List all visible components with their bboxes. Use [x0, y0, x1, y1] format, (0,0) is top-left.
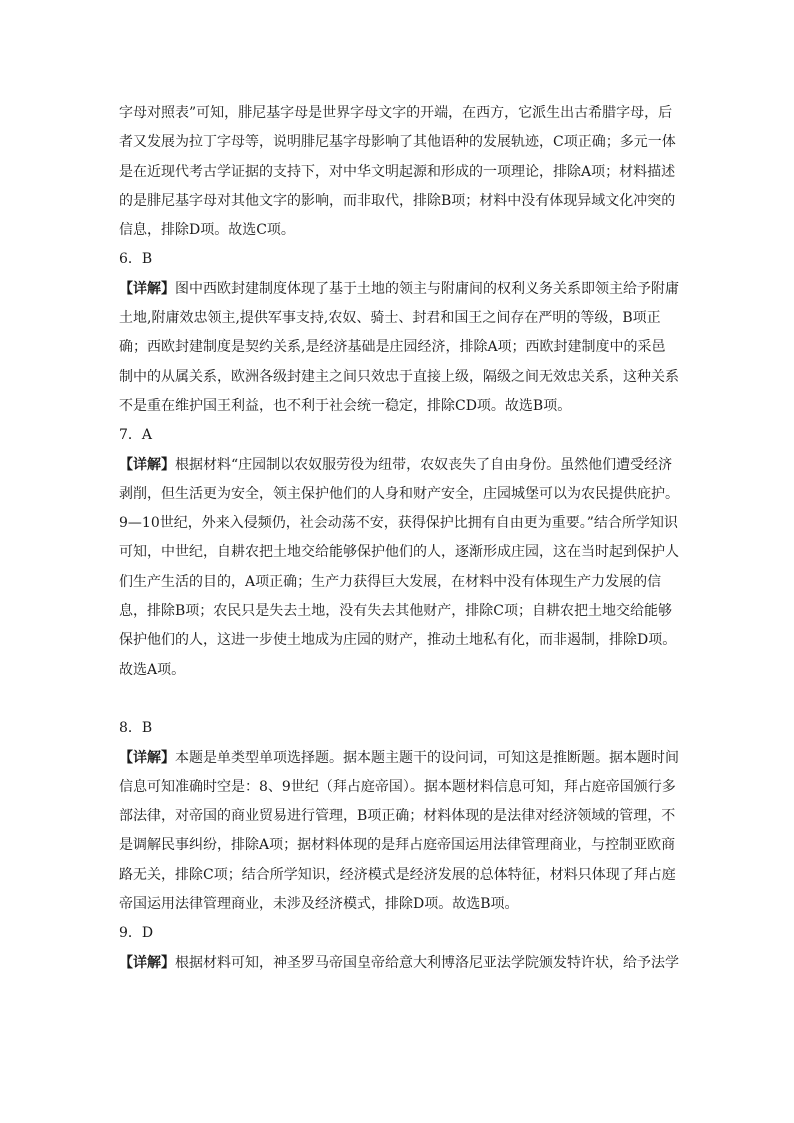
answer-8: 8．B [119, 720, 153, 737]
explanation-text: 图中西欧封建制度体现了基于土地的领主与附庸间的权利义务关系即领主给予附庸土地,附庸效忠领主,提供军事支持,农奴、骑士、封君和国王之间存在严明的等级，B项正确；西欧封建制度是契约关系,是经济基础是庄园经济，排除A项；西欧封建制度中的采邑制中的从属关系，欧洲各级封建主之间只效忠于直接上级，隔级之间无效忠关系，这种关系不是重在维护国王利益，也不利于社会统一稳定，排除CD项。故选B项。 [119, 280, 679, 414]
explanation-text: 根据材料可知，神圣罗马帝国皇帝给意大利博洛尼亚法学院颁发特许状，给予法学 [175, 954, 679, 971]
explanation-9 [119, 949, 679, 978]
explanation-7 [119, 451, 679, 685]
explanation-6 [119, 275, 679, 421]
detail-tag: 【详解】 [119, 456, 175, 473]
detail-tag: 【详解】 [119, 749, 175, 766]
paragraph-gap [119, 685, 679, 714]
answer-9: 9．D [119, 925, 154, 942]
explanation-text: 本题是单类型单项选择题。据本题主题干的设问词，可知这是推断题。据本题时间信息可知准确时空是：8、9世纪（拜占庭帝国）。据本题材料信息可知，拜占庭帝国颁行多部法律，对帝国的商业贸易进行管理，B项正确；材料体现的是法律对经济领域的管理，不是调解民事纠纷，排除A项；据材料体现的是拜占庭帝国运用法律管理商业，与控制亚欧商路无关，排除C项；结合所学知识，经济模式是经济发展的总体特征，材料只体现了拜占庭帝国运用法律管理商业，未涉及经济模式，排除D项。故选B项。 [119, 749, 679, 913]
answer-7: 7．A [119, 427, 153, 444]
explanation-8 [119, 744, 679, 920]
detail-tag: 【详解】 [119, 954, 175, 971]
document-content [119, 99, 679, 978]
answer-6: 6．B [119, 251, 153, 268]
explanation-text: 根据材料“庄园制以农奴服劳役为纽带，农奴丧失了自由身份。虽然他们遭受经济剥削，但生活更为安全，领主保护他们的人身和财产安全，庄园城堡可以为农民提供庇护。9—10世纪，外来入侵频仍，社会动荡不安，获得保护比拥有自由更为重要。”结合所学知识可知，中世纪，自耕农把土地交给能够保护他们的人，逐渐形成庄园，这在当时起到保护人们生产生活的目的，A项正确；生产力获得巨大发展，在材料中没有体现生产力发展的信息，排除B项；农民只是失去土地，没有失去其他财产，排除C项；自耕农把土地交给能够保护他们的人，这进一步使土地成为庄园的财产，推动土地私有化，而非遏制，排除D项。故选A项。 [119, 456, 679, 678]
detail-tag: 【详解】 [119, 280, 175, 297]
intro-paragraph: 字母对照表”可知，腓尼基字母是世界字母文字的开端，在西方，它派生出古希腊字母，后者又发展为拉丁字母等，说明腓尼基字母影响了其他语种的发展轨迹，C项正确；多元一体是在近现代考古学证据的支持下，对中华文明起源和形成的一项理论，排除A项；材料描述的是腓尼基字母对其他文字的影响，而非取代，排除B项；材料中没有体现异域文化冲突的信息，排除D项。故选C项。 [119, 105, 676, 239]
